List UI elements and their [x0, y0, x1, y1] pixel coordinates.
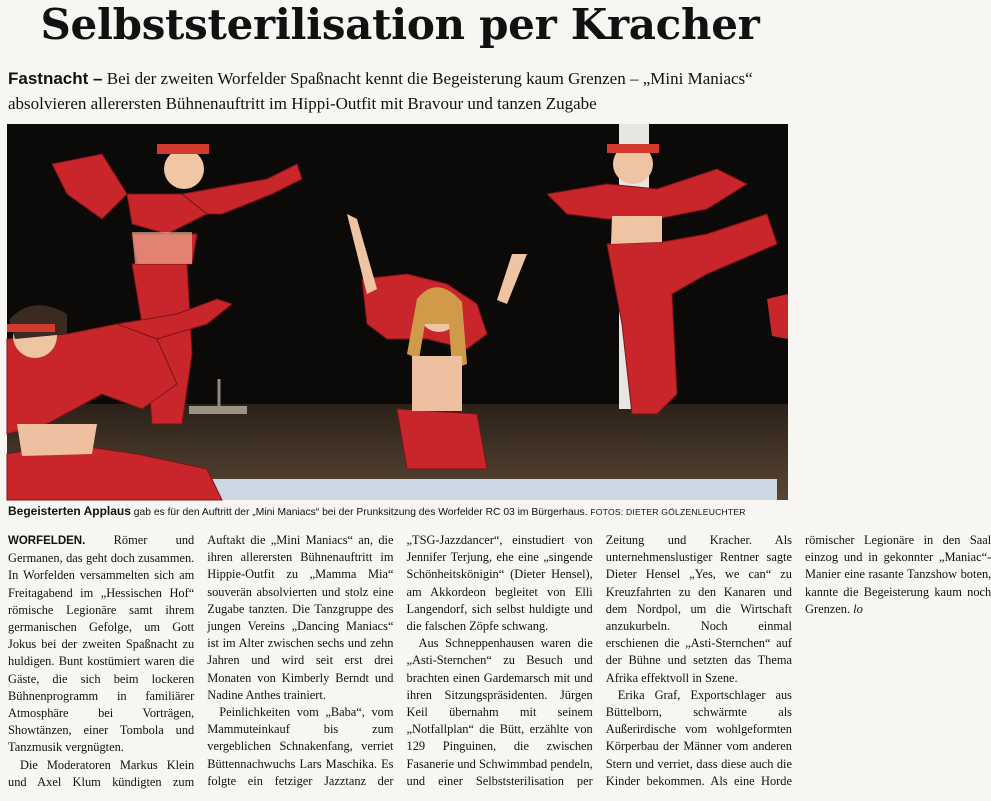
paragraph-1: Römer und Germanen, das geht doch zusammen. In Worfelden versammelten sich am Freitagabend im „Hessischen Hof“ römische Legionäre samt ihrem germanischen Gefolge, um Gott Jokus bei der zweiten Spaßnacht zu huldigen. Bunt kostümiert waren die Gäste, die sich beim lockeren Bühnenprogramm in familiärer Atmosphäre bei Vorträgen, Showtänzen, einer Tombola und Tanzmusik vergnügten. — [8, 533, 195, 755]
article-paragraph — [8, 532, 194, 757]
photo-caption — [8, 503, 792, 521]
article-photo — [7, 124, 788, 500]
paragraph-5: Erika Graf, Exportschlager aus Büttelborn, schwärmte als Außerirdische vom wohlgeformten Körperbau der Männer vom anderen Stern und verriet, dass diese auch die Kinder bekommen. Als eine Horde römischer Legionäre in den Saal einzog und in gekonnter „Maniac“-Manier eine rasante Tanzshow boten, kannte die Begeisterung kaum noch Grenzen. — [605, 533, 991, 788]
dateline: WORFELDEN. — [8, 535, 86, 547]
author-signature: lo — [853, 601, 863, 616]
caption-text: gab es für den Auftritt der „Mini Maniacs“ bei der Prunksitzung des Worfelder RC 03 im Bürgerhaus. — [133, 507, 588, 518]
paragraph-3: Peinlichkeiten vom „Baba“, vom Mammuteinkauf bis zum vergeblichen Schnakenfang, verriet Büttennachwuchs Lars Maschika. Es folgte ein fetziger Jazztanz der „TSG-Jazzdancer“, einstudiert von Jennifer Terjung, ehe eine „singende Schönheitskönigin“ (Dieter Hensel), am Akkordeon begleitet von Elli Langendorf, sich selbst huldigte und die falschen Zöpfe schwang. — [207, 533, 593, 788]
photo-credit: FOTOS: DIETER GÖLZENLEUCHTER — [590, 507, 746, 517]
headline: Selbststerilisation per Kracher — [40, 0, 760, 49]
dance-photo-icon — [7, 124, 788, 500]
paragraph-4: Aus Schneppenhausen waren die „Asti-Sternchen“ zu Besuch und brachten einen Gardemarsch mit und ihren Sitzungspräsidenten. Jürgen Keil übernahm mit seinem „Notfallplan“ die Bütt, erzählte von 129 Pinguinen, die zwischen Fasanerie und Schwimmbad pendeln, und einer Selbststerilisation per Zeitung und Kracher. Als unternehmenslustiger Rentner sagte Dieter Hensel „Yes, we can“ zu Kreuzfahrten zu den Kanaren und dem Nordpol, um die Wirtschaft anzukurbeln. Noch einmal erschienen die „Asti-Sternchen“ auf der Bühne und setzten das Thema Afrika effektvoll in Szene. — [406, 533, 792, 788]
article-body — [8, 532, 991, 800]
caption-lead: Begeisterten Applaus — [8, 504, 131, 518]
deck-text: Bei der zweiten Worfelder Spaßnacht kennt die Begeisterung kaum Grenzen – „Mini Maniacs“ absolvieren allerersten Bühnenauftritt im Hippi-Outfit mit Bravour und tanzen Zugabe — [8, 69, 753, 113]
deck — [8, 66, 792, 116]
deck-kicker: Fastnacht – — [8, 69, 103, 88]
paragraph-2: Die Moderatoren Markus Klein und Axel Klum kündigten zum Auftakt die „Mini Maniacs“ an, die ihren allerersten Bühnenauftritt im Hippie-Outfit zu „Mamma Mia“ souverän absolvierten und stolz eine Zugabe tanzten. Die Tanzgruppe des jungen Vereins „Dancing Maniacs“ ist im Alter zwischen sechs und zehn Jahren und wird seit erst drei Monaten von Kimberly Berndt und Nadine Anthes trainiert. — [8, 533, 394, 789]
